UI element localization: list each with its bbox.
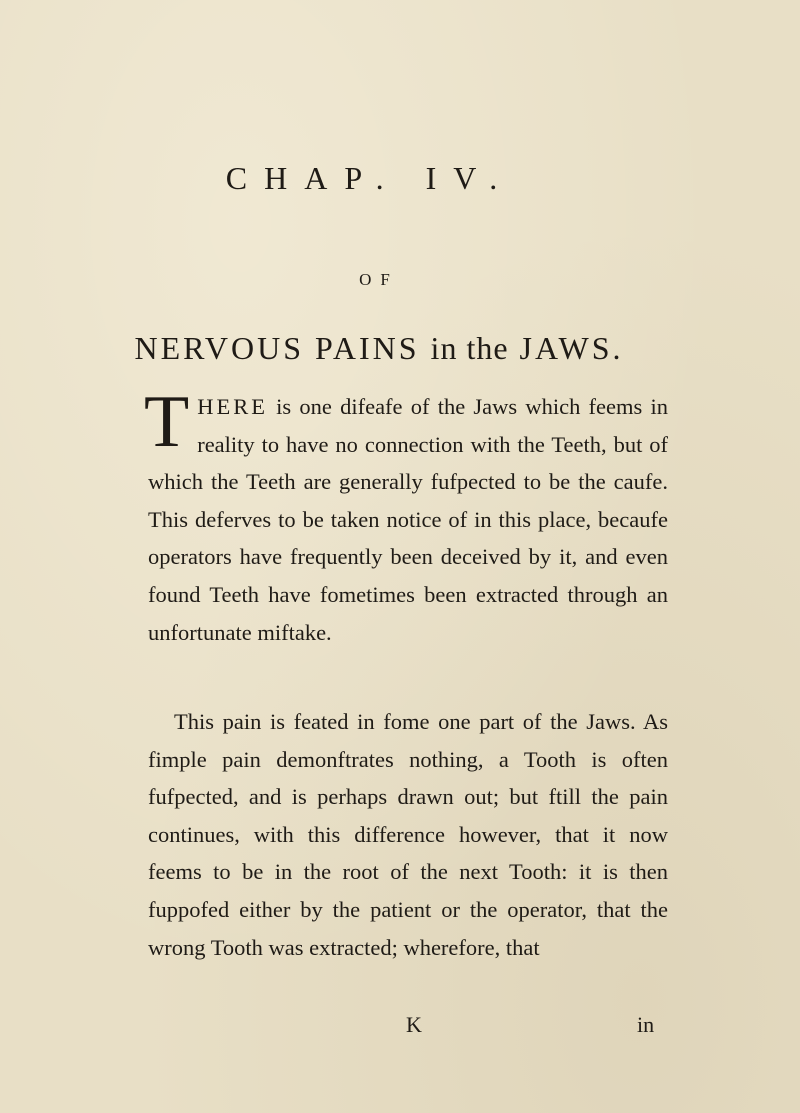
paragraph-1-lead: HERE <box>197 394 268 419</box>
chapter-of: OF <box>359 270 399 289</box>
drop-cap: T <box>144 381 190 463</box>
paragraph-2: This pain is feated in fome one part of the Jaws. As fimple pain demonftrates nothing, a Tooth is often fufpected, and is perhaps drawn out; but ftill the pain continues, with this difference however, that it now feems to be in the root of the next Tooth: it is then fuppofed either by the patient or the operator, that the wrong Tooth was extracted; wherefore, that <box>148 709 668 960</box>
chapter-title-end: JAWS. <box>519 330 624 366</box>
chapter-heading: CHAP. IV. <box>225 160 515 196</box>
paragraph-1 <box>144 381 668 651</box>
signature-mark: K <box>406 1012 422 1037</box>
catchword: in <box>637 1012 655 1037</box>
chapter-title-in: in the <box>430 330 509 366</box>
chapter-title <box>0 330 758 367</box>
paragraph-1-text: is one difeafe of the Jaws which feems in reality to have no connection with the Teeth, but of which the Teeth are generally fufpected to be the caufe. This deferves to be taken notice of in this place, becaufe operators have frequently been deceived by it, and even found Teeth have fometimes been extracted through an unfortunate miftake. <box>148 394 668 645</box>
chapter-title-main: NERVOUS PAINS <box>134 330 420 366</box>
